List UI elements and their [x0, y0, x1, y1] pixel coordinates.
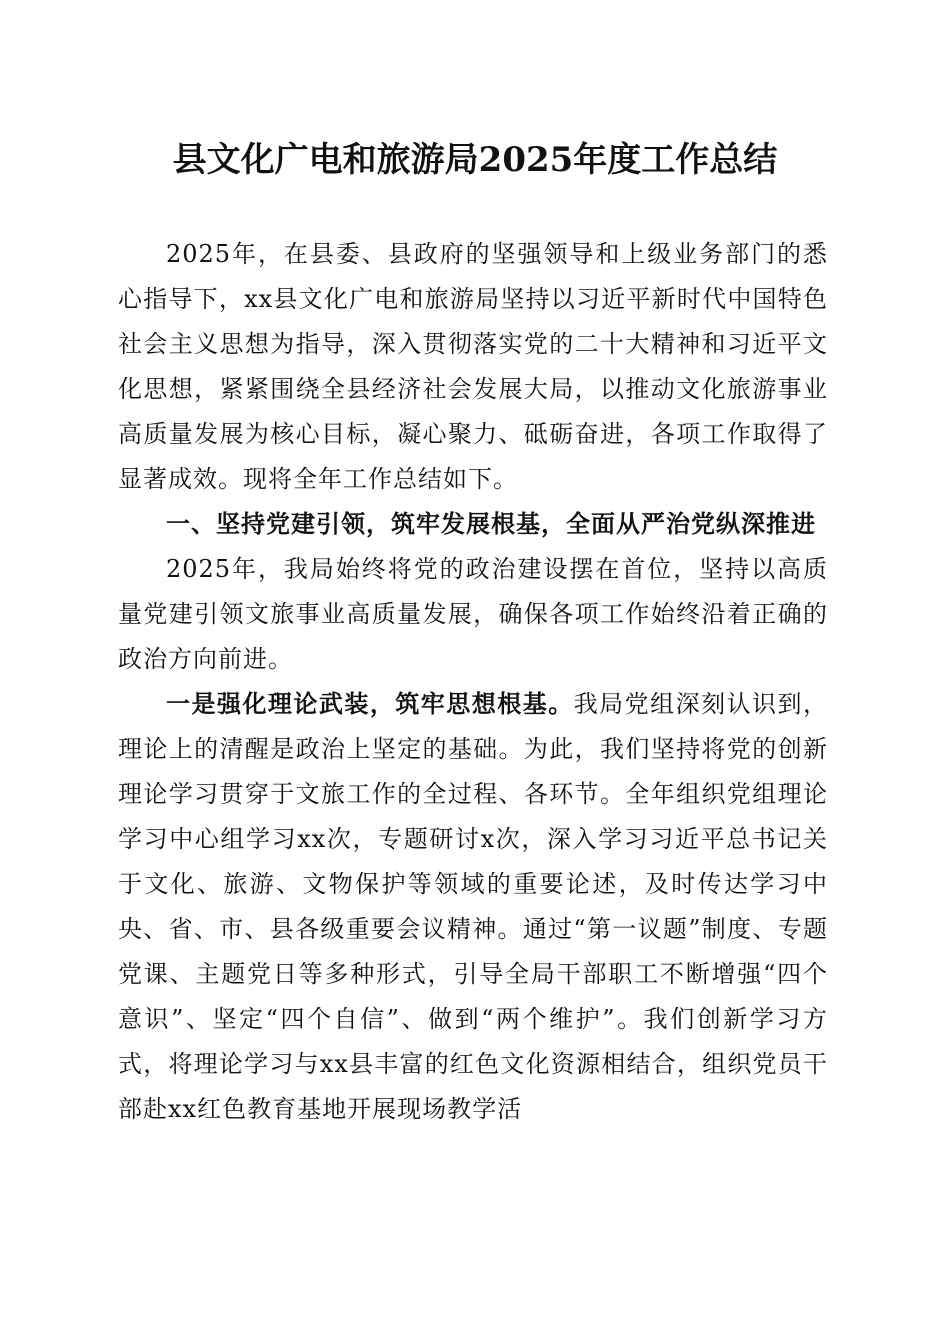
intro-paragraph: 2025年，在县委、县政府的坚强领导和上级业务部门的悉心指导下，xx县文化广电和旅游局坚持以习近平新时代中国特色社会主义思想为指导，深入贯彻落实党的二十大精神和习近平文化思想，紧紧围绕全县经济社会发展大局，以推动文化旅游事业高质量发展为核心目标，凝心聚力、砥砺奋进，各项工作取得了显著成效。现将全年工作总结如下。 — [118, 240, 828, 493]
document-title: 县文化广电和旅游局2025年度工作总结 — [172, 140, 778, 180]
section-paragraph: 2025年，我局始终将党的政治建设摆在首位，坚持以高质量党建引领文旅事业高质量发展，确保各项工作始终沿着正确的政治方向前进。 — [118, 555, 828, 673]
section-heading: 一、坚持党建引领，筑牢发展根基，全面从严治党纵深推进 — [166, 510, 816, 538]
item-lead: 一是强化理论武装，筑牢思想根基。 — [166, 690, 574, 718]
item-paragraph — [118, 682, 828, 1132]
document-body — [118, 232, 828, 1132]
item-body: 我局党组深刻认识到，理论上的清醒是政治上坚定的基础。为此，我们坚持将党的创新理论学习贯穿于文旅工作的全过程、各环节。全年组织党组理论学习中心组学习xx次，专题研讨x次，深入学习习近平总书记关于文化、旅游、文物保护等领域的重要论述，及时传达学习中央、省、市、县各级重要会议精神。通过“第一议题”制度、专题党课、主题党日等多种形式，引导全局干部职工不断增强“四个意识”、坚定“四个自信”、做到“两个维护”。我们创新学习方式，将理论学习与xx县丰富的红色文化资源相结合，组织党员干部赴xx红色教育基地开展现场教学活 — [118, 690, 829, 1123]
